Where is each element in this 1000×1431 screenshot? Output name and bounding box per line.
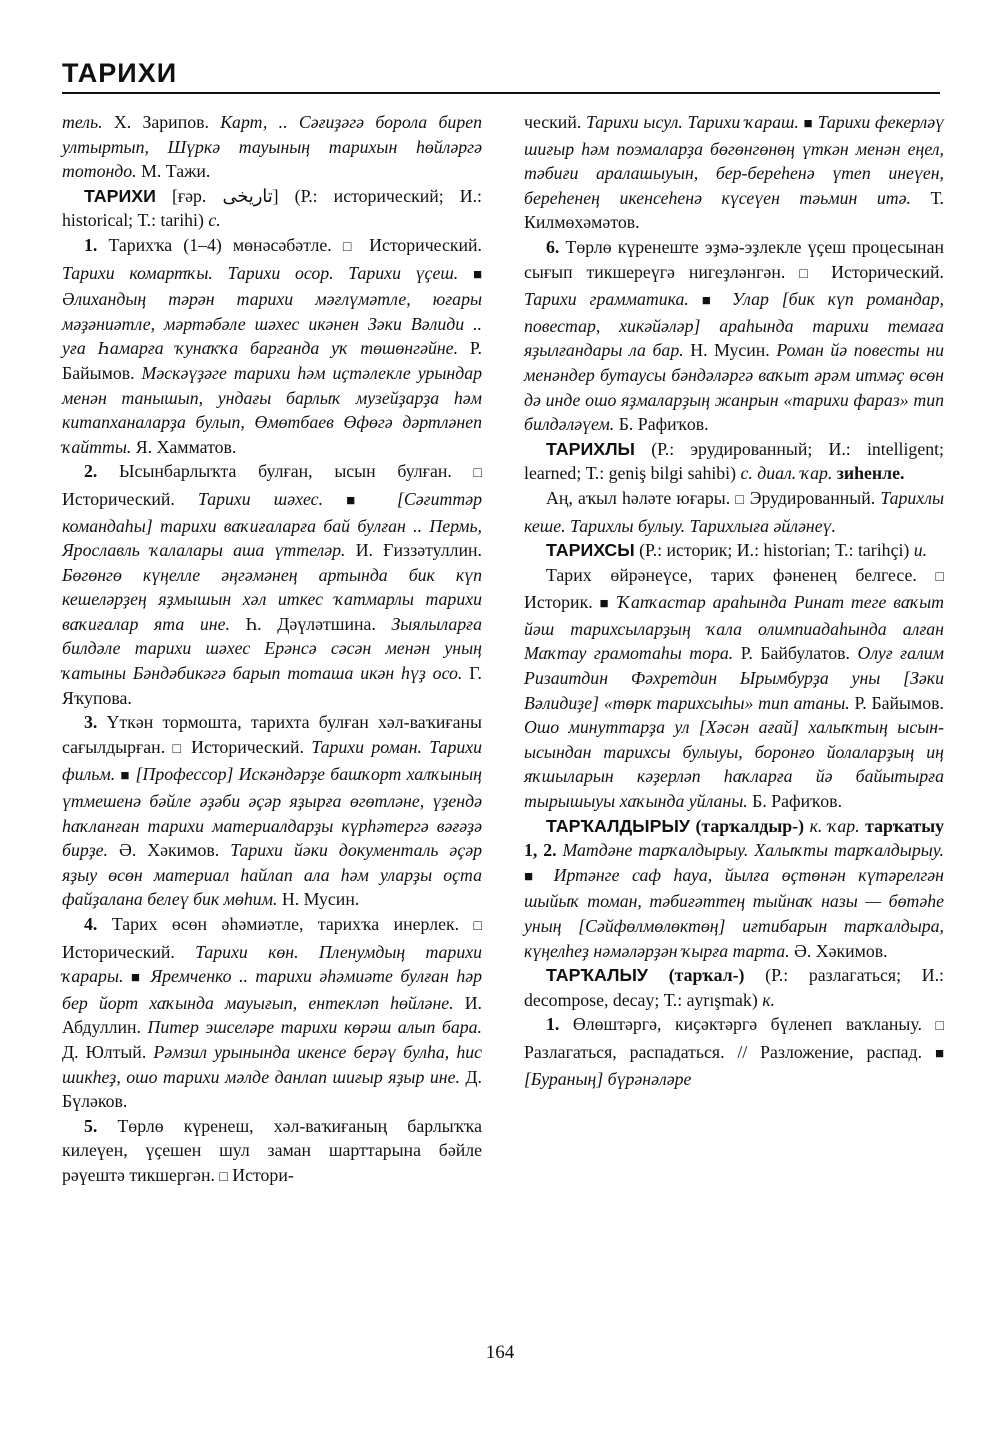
entry-tarqalyu: ТАРҠАЛЫУ (тарҡал-) (Р.: разлагаться; И.: decompose, decay; Т.: ayrışmak) к.	[524, 965, 944, 1010]
headword: ТАРҠАЛДЫРЫУ	[546, 815, 690, 836]
black-square-icon: ■	[701, 293, 720, 310]
black-square-icon: ■	[599, 596, 611, 613]
headword: ТАРИХЛЫ	[546, 438, 635, 459]
arabic-etymon: تاريخى	[222, 185, 273, 206]
black-square-icon: ■	[934, 1045, 944, 1062]
entry-tarqaldyryu: ТАРҠАЛДЫРЫУ (тарҡалдыр-) к. ҡар. тарҡатыу 1, 2. Матдәне тарҡалдырыу. Халыҡты тарҡалдырыу. ■ Иртәнге саф һауа, йылға өҫтөнән күтәрелгән шыйыҡ томан, тәбиғәттең тыйнаҡ назы — бөтәһе уның [Сәйфөлмөлөктөң] иғтибарын тарҡалдыра, күңелһеҙ нәмәләрҙән ҡырға тарта. Ә. Хәкимов.	[524, 815, 945, 961]
headword: ТАРИХСЫ	[546, 540, 635, 561]
sense-tarqalyu-1: 1. Өлөштәргә, киҫәктәргә бүленеп ваҡланыу. □ Разлагаться, распадаться. // Разложение, распад. ■ [Бураның] бүрәнәләре	[524, 1014, 944, 1089]
black-square-icon: ■	[130, 970, 143, 987]
open-square-icon: □	[935, 569, 944, 585]
open-square-icon: □	[473, 919, 482, 934]
black-square-icon: ■	[472, 266, 482, 283]
left-column	[62, 110, 482, 1191]
open-square-icon: □	[935, 1019, 944, 1035]
black-square-icon: ■	[803, 116, 813, 132]
open-square-icon: □	[342, 239, 358, 255]
open-square-icon: □	[799, 266, 818, 282]
sense-3: 3. Үткән тормошта, тарихта булған хәл-ваҡиғаны сағылдырған. □ Исторический. Тарихи роман. Тарихи фильм. ■ [Профессор] Искәндәрҙе башҡорт халҡының үтмешенә бәйле әҙәби әҫәр яҙырға өгөтләне, үҙендә һаҡланған тарихи материалдарҙы күрһәтергә вәғәҙә бирҙе. Ә. Хәкимов. Тарихи йәки документаль әҫәр яҙыу өсөн материал һайлап ала һәм уларҙы оҫта файҙалана белеү бик мөһим. Н. Мусин.	[62, 712, 483, 910]
sense-2: 2. Ысынбарлыҡта булған, ысын булған. □ Исторический. Тарихи шәхес. ■ [Сәғиттәр командаһы] тарихи ваҡиғаларға бай булған .. Пермь, Ярославль ҡалалары аша үттеләр. И. Ғиззәтуллин. Бөгөнгө күңелле әңгәмәнең артында бик күп кешеләрҙең яҙмышын хәл иткес ҡатмарлы тарихи ваҡиғалар ята ине. Һ. Дәүләтшина. Зыялыларға билдәле тарихи шәхес Ерәнсә сәсән менән уның ҡатыны Бәндәбикәгә барып тоташа икән һүҙ осо. Г. Яҡупова.	[62, 461, 482, 708]
continuation-paragraph: тель. Х. Зарипов. Карт, .. Сәғиҙәгә борола биреп ултыртып, Шүркә тауының тарихын һөйләргә тотондо. М. Тажи.	[62, 112, 482, 182]
entry-tarihsy: ТАРИХСЫ (Р.: историк; И.: historian; Т.: tarihçi) и.	[546, 540, 928, 561]
black-square-icon: ■	[524, 868, 542, 885]
headword: ТАРИХИ	[84, 185, 156, 206]
page-number: 164	[485, 1342, 515, 1363]
sense-5: 5. Төрлө күренеш, хәл-ваҡиғаның барлыҡҡа килеүен, үҫешен шул заман шарттарына бәйле рәүештә тикшергән. □ Истори-	[62, 1115, 482, 1185]
black-square-icon: ■	[120, 768, 131, 785]
entry-tarihly: ТАРИХЛЫ (Р.: эрудированный; И.: intelligent; learned; Т.: geniş bilgi sahibi) с. диал. ҡар. зиһенле.	[524, 438, 944, 484]
open-square-icon: □	[219, 1169, 228, 1185]
definition-tarihsy: Тарих өйрәнеүсе, тарих фәненең белгесе. □ Историк. ■ Ҡапҡастар араһында Ринат теге ваҡыт йәш тарихсыларҙың ҡала олимпиадаһында алған Маҡтау грамотаһы тора. Р. Байбулатов. Олуғ ғалим Ризаитдин Фәхретдин Ырымбурҙа уны [Зәки Вәлидиҙе] «төрк тарихсыһы» тип атаны. Р. Байымов. Ошо минуттарҙа ул [Хәсән ағай] халыҡтың ысын-ысындан тарихсы булыуы, боронғо йолаларҙың иң яҡшыларын кәҙерләп һаҡларға йә байытырға тырышыуы хаҡында уйланы. Б. Рафиҡов.	[524, 564, 944, 812]
open-square-icon: □	[172, 741, 184, 757]
headword: ТАРҠАЛЫУ	[546, 965, 648, 986]
right-column	[524, 110, 944, 1091]
running-head: ТАРИХИ	[62, 58, 178, 88]
sense-6: 6. Төрлө күренеште эҙмә-эҙлекле үҫеш процесынан сығып тикшереүгә нигеҙләнгән. □ Исторический. Тарихи грамматика. ■ Улар [бик күп романдар, повестар, хикәйәләр] араһында тарихи темаға яҙылғандары ла бар. Н. Мусин. Роман йә повесты ни менәндер бутаусы бәндәләргә ваҡыт әрәм итмәҫ өсөн дә инде ошо яҙмаларҙың жанрын «тарихи фараз» тип билдәләүем. Б. Рафиҡов.	[524, 236, 945, 435]
sense-1: 1. Тарихҡа (1–4) мөнәсәбәтле. □ Исторический. Тарихи комартҡы. Тарихи осор. Тарихи үҫеш. ■ Әлихандың тәрән тарихи мәғлүмәтле, юғары мәҙәниәтле, мәртәбәле шәхес икәнен Зәки Вәлиди .. уға Һамарға ҡунаҡҡа барғанда уҡ төшөнгәйне. Р. Байымов. Мәскәүҙәге тарихи һәм иҫтәлекле урындар менән танышып, ундағы барлыҡ музейҙарҙа һәм китапханаларҙа булып, Өмөтбаев Өфөгә дәртләнеп ҡайтты. Я. Хамматов.	[62, 234, 482, 457]
continuation-paragraph: ческий. Тарихи ысул. Тарихи ҡараш. ■ Тарихи фекерләү шиғыр һәм поэмаларҙа бөгөнгөнөң үткән менән еңел, тәбиғи аралашыуын, бер-береһенә үтеп инеүен, береһенең икенсеһенә күсеүен тәьмин итә. Т. Килмөхәмәтов.	[524, 112, 945, 233]
header-rule	[62, 92, 940, 94]
open-square-icon: □	[473, 466, 482, 482]
black-square-icon: ■	[346, 492, 374, 509]
definition-tarihly: Аң, аҡыл һәләте юғары. □ Эрудированный. Тарихлы кеше. Тарихлы булыу. Тарихлыға әйләнеү.	[524, 487, 944, 536]
sense-4: 4. Тарих өсөн әһәмиәтле, тарихҡа инерлек. □ Исторический. Тарихи көн. Пленумдың тарихи ҡарары. ■ Яремченко .. тарихи әһәмиәте булған һәр бер йорт хаҡында мауығып, ентекләп һөйләне. И. Абдуллин. Питер эшселәре тарихи көрәш алып бара. Д. Юлтый. Рәмзил урынында икенсе берәү булһа, һис шикһеҙ, ошо тарихи мәлде данлап шиғыр яҙыр ине. Д. Бүләков.	[62, 914, 483, 1112]
open-square-icon: □	[735, 492, 745, 508]
entry-tarihi: ТАРИХИ [ғәр. تاريخى] (Р.: исторический; И.: historical; Т.: tarihi) с.	[62, 185, 482, 231]
